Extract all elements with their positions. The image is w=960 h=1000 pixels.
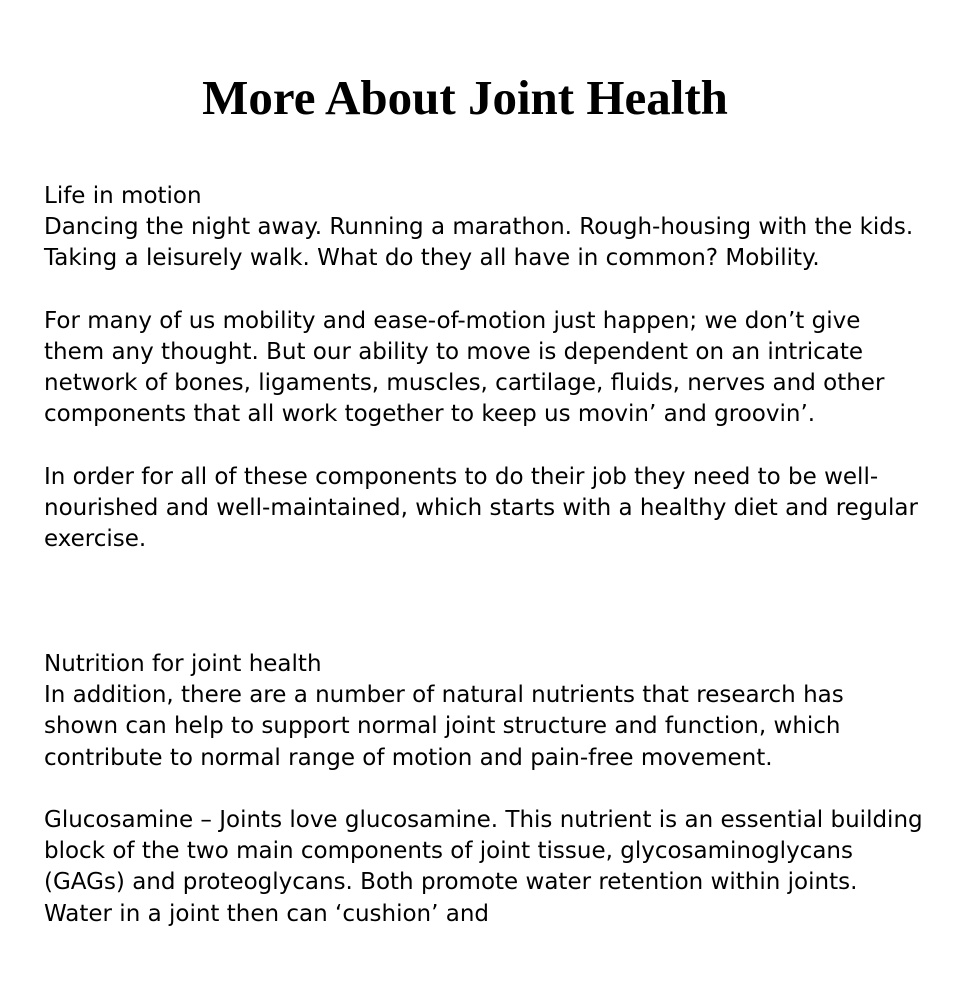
- paragraph: Dancing the night away. Running a marathon. Rough-housing with the kids. Taking a leisurely walk. What do they all have in common? Mobility.: [44, 214, 914, 272]
- paragraph: In addition, there are a number of natural nutrients that research has shown can help to support normal joint structure and function, which contribute to normal range of motion and pain-free movement.: [44, 682, 844, 771]
- page-title: More About Joint Health: [202, 70, 728, 125]
- section-nutrition: [44, 649, 924, 930]
- paragraph-gap: [44, 774, 924, 805]
- article-body: [44, 181, 924, 930]
- paragraph: Glucosamine – Joints love glucosamine. This nutrient is an essential building block of the two main components of joint tissue, glycosaminoglycans (GAGs) and proteoglycans. Both promote water retention within joints. Water in a joint then can ‘cushion’ and: [44, 807, 923, 927]
- section-gap: [44, 555, 924, 649]
- paragraph: In order for all of these components to do their job they need to be well-nourished and well-maintained, which starts with a healthy diet and regular exercise.: [44, 463, 918, 553]
- section-heading: Life in motion: [44, 183, 202, 209]
- paragraph-gap: [44, 275, 924, 306]
- paragraph-gap: [44, 431, 924, 462]
- paragraph: For many of us mobility and ease-of-motion just happen; we don’t give them any thought. But our ability to move is dependent on an intricate network of bones, ligaments, muscles, cartilage, fluids, nerves and other components that all work together to keep us movin’ and groovin’.: [44, 307, 885, 428]
- section-heading: Nutrition for joint health: [44, 651, 322, 677]
- section-life-in-motion: [44, 181, 924, 555]
